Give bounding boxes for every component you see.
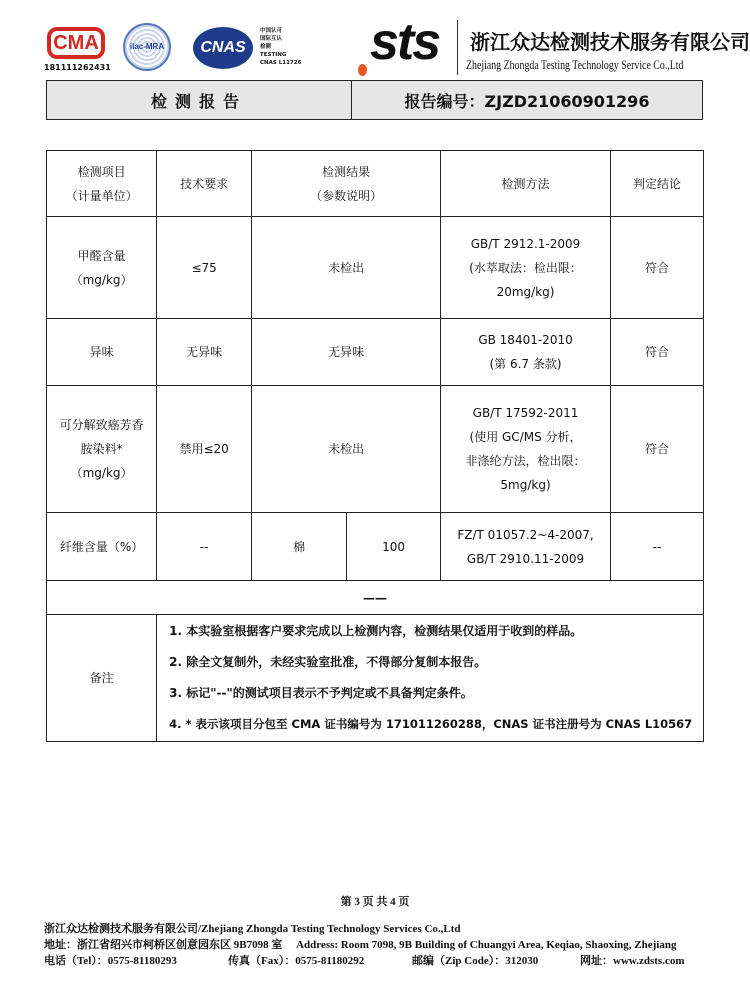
result-cell: 未检出	[252, 217, 441, 319]
separator-row	[47, 581, 704, 615]
header-method: 检测方法	[441, 151, 611, 217]
conclusion-cell: 符合	[611, 319, 704, 386]
cnas-line: TESTING	[260, 52, 287, 58]
text: GB/T 17592-2011	[472, 406, 579, 420]
text: （参数说明）	[310, 188, 383, 203]
text: (水萃取法：检出限：	[469, 260, 582, 275]
footer-fax: 传真（Fax）：0575-81180292	[228, 955, 365, 967]
results-table	[46, 150, 704, 742]
item-cell	[47, 217, 157, 319]
footer-zip: 邮编（Zip Code）：312030	[412, 955, 539, 967]
table-row	[47, 217, 704, 319]
text: GB/T 2910.11-2009	[466, 551, 585, 566]
cma-number: 181111262431	[44, 63, 111, 72]
text: 5mg/kg)	[500, 478, 551, 492]
text: （计量单位）	[65, 188, 138, 203]
requirement-cell: 无异味	[157, 319, 252, 386]
text: 检测结果	[322, 164, 371, 179]
text: (第 6.7 条款)	[489, 357, 562, 371]
table-row	[47, 386, 704, 513]
footer-address: 地址：浙江省绍兴市柯桥区创意园东区 9B7098 室 Address: Room 7098, 9B Building of Chuangyi Area, Keqiao, Shaoxing, Zhejiang	[44, 939, 677, 951]
page-number: 第 3 页 共 4 页	[340, 896, 410, 908]
item-cell	[47, 386, 157, 513]
text: (使用 GC/MS 分析，	[469, 430, 582, 444]
text: FZ/T 01057.2~4-2007,	[457, 527, 594, 542]
cnas-logo: CNAS	[193, 27, 253, 69]
text: GB/T 2912.1-2009	[470, 236, 581, 251]
requirement-cell: 禁用≤20	[157, 386, 252, 513]
method-cell	[441, 319, 611, 386]
text: 20mg/kg)	[496, 284, 555, 299]
result-cell: 无异味	[252, 319, 441, 386]
ilac-mra-logo: ilac-MRA	[123, 23, 171, 71]
table-row	[47, 319, 704, 386]
conclusion-cell: 符合	[611, 386, 704, 513]
header-item	[47, 151, 157, 217]
conclusion-cell: --	[611, 513, 704, 581]
result-percent-cell: 100	[347, 513, 441, 581]
company-name-cn: 浙江众达检测技术服务有限公司	[470, 30, 750, 54]
text: 非涤纶方法，检出限：	[465, 454, 586, 468]
text: （mg/kg）	[70, 272, 133, 287]
header-result	[252, 151, 441, 217]
result-fiber-cell: 棉	[252, 513, 347, 581]
sts-dot-icon	[358, 64, 367, 76]
item-cell: 纤维含量（%）	[47, 513, 157, 581]
notes-cell	[157, 615, 704, 742]
notes-label: 备注	[47, 615, 157, 742]
separator: ——	[47, 581, 704, 615]
method-cell	[441, 386, 611, 513]
title-bar	[46, 80, 703, 120]
table-row	[47, 513, 704, 581]
requirement-cell: ≤75	[157, 217, 252, 319]
conclusion-cell: 符合	[611, 217, 704, 319]
footer-tel: 电话（Tel）：0575-81180293	[44, 955, 177, 967]
notes-row	[47, 615, 704, 742]
note: 1. 本实验室根据客户要求完成以上检测内容，检测结果仅适用于收到的样品。	[169, 624, 583, 638]
company-name-en: Zhejiang Zhongda Testing Technology Service Co.,Ltd	[466, 57, 684, 72]
result-cell: 未检出	[252, 386, 441, 513]
text: （mg/kg）	[70, 466, 133, 480]
method-cell	[441, 217, 611, 319]
requirement-cell: --	[157, 513, 252, 581]
text: 胺染料*	[80, 442, 123, 456]
report-number: 报告编号：ZJZD21060901296	[404, 91, 650, 111]
note: 4. * 表示该项目分包至 CMA 证书编号为 171011260288，CNAS 证书注册号为 CNAS L10567	[169, 717, 693, 731]
header-conclusion: 判定结论	[611, 151, 704, 217]
note: 3. 标记"--"的测试项目表示不予判定或不具备判定条件。	[169, 686, 473, 700]
text: 甲醛含量	[77, 248, 126, 263]
footer-company: 浙江众达检测技术服务有限公司/Zhejiang Zhongda Testing Technology Services Co.,Ltd	[44, 923, 461, 935]
table-header-row	[47, 151, 704, 217]
text: 可分解致癌芳香	[59, 418, 144, 432]
cnas-line: CNAS L11726	[260, 60, 302, 66]
note: 2. 除全文复制外，未经实验室批准，不得部分复制本报告。	[169, 655, 487, 669]
text: 检测项目	[77, 164, 126, 179]
header-requirement: 技术要求	[157, 151, 252, 217]
cnas-line: 国际互认	[260, 36, 283, 42]
divider	[457, 20, 458, 75]
cnas-text	[260, 27, 301, 67]
cnas-line: 检测	[260, 44, 272, 50]
report-title: 检测报告	[47, 81, 352, 119]
footer-website: 网址：www.zdsts.com	[580, 955, 685, 967]
item-cell: 异味	[47, 319, 157, 386]
cma-logo: CMA	[47, 27, 105, 59]
cnas-line: 中国认可	[260, 28, 283, 34]
sts-logo: sts	[370, 13, 440, 71]
text: GB 18401-2010	[478, 333, 573, 347]
method-cell	[441, 513, 611, 581]
